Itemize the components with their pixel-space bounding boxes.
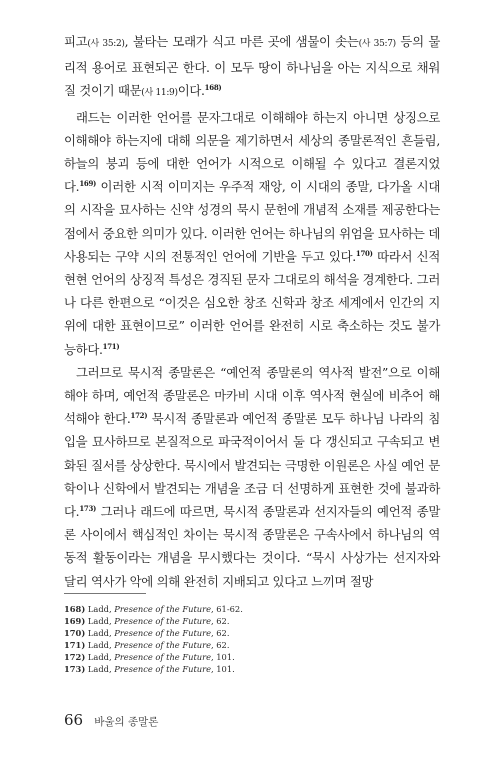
paragraph-text: 그러나 래드에 따르면, 묵시적 종말론과 선지자들의 예언적 종말론 사이에서 핵심적인 차이는 묵시적 종말론은 구속사에서 하나님의 역동적 활동이라는 개념을 무시했다는 것이다. “묵시 사상가는 선지자와 달리 역사가 악에 의해 완전히 지배되고 있다고 느끼며 절망 xyxy=(64,504,440,589)
paragraph-text: 이러한 시적 이미지는 우주적 재앙, 이 시대의 종말, 다가올 시대의 시작을 묘사하는 신약 성경의 묵시 문헌에 개념적 소재를 제공한다는 점에서 중요한 의미가 있다. 이러한 언어는 하나님의 위엄을 묘사하는 데 사용되는 구약 시의 전통적인 언어에 기반을 두고 있다. xyxy=(64,179,440,264)
footnote-number: 168) xyxy=(64,604,86,614)
footnote-author: Ladd, xyxy=(87,652,115,662)
paragraph xyxy=(64,30,440,106)
paragraph-text: 피고 xyxy=(64,34,88,49)
footnote-author: Ladd, xyxy=(87,628,115,638)
footnote-title: Presence of the Future xyxy=(114,604,211,614)
footnote-pages: , 61-62. xyxy=(211,604,243,614)
paragraph xyxy=(64,106,440,361)
paragraph-text: 그러므로 묵시적 종말론은 “예언적 종말론의 역사적 발전”으로 이해해야 하며, 예언적 종말론은 마카비 시대 이후 역사적 현실에 비추어 해석해야 한다. xyxy=(64,364,440,427)
footnote-reference: 173) xyxy=(79,503,97,513)
footnote-title: Presence of the Future xyxy=(114,616,211,626)
footnote xyxy=(64,651,440,663)
footnote-title: Presence of the Future xyxy=(114,640,211,650)
footnote-source xyxy=(88,664,235,674)
scripture-reference: (사 35:2) xyxy=(87,39,125,49)
paragraph-text: , 불타는 모래가 식고 마른 곳에 샘물이 솟는 xyxy=(124,34,359,49)
footnote-title: Presence of the Future xyxy=(114,652,211,662)
footnote-number: 170) xyxy=(64,628,86,638)
footnote-author: Ladd, xyxy=(87,616,115,626)
paragraph-text: 등의 물리적 용어로 표현되곤 한다. 이 모두 땅이 하나님을 아는 지식으로 채워질 것이기 때문 xyxy=(64,34,440,99)
footnote-reference: 170) xyxy=(355,248,373,258)
footnote xyxy=(64,663,440,675)
footnote-number: 172) xyxy=(64,652,86,662)
footnote-reference: 168) xyxy=(204,83,222,93)
footnote xyxy=(64,627,440,639)
paragraph xyxy=(64,361,440,593)
page-number: 66 xyxy=(64,711,84,729)
paragraph-text: 래드는 이러한 언어를 문자그대로 이해해야 하는지 아니면 상징으로 이해해야 하는지에 대해 의문을 제기하면서 세상의 종말론적인 흔들림, 하늘의 붕괴 등에 대한 언어가 시적으로 이해될 수 있다고 결론지었다. xyxy=(64,109,440,195)
footnote-author: Ladd, xyxy=(87,664,115,674)
footnote-source xyxy=(88,652,235,662)
footnote-author: Ladd, xyxy=(87,640,115,650)
footnote-pages: , 62. xyxy=(211,616,230,626)
scripture-reference: (사 35:7) xyxy=(358,39,396,49)
footnote xyxy=(64,639,440,651)
footnote-rule xyxy=(64,593,146,594)
paragraph-text: 이다. xyxy=(177,83,205,99)
footnote-pages: , 62. xyxy=(211,628,230,638)
paragraph-text: 따라서 신적 현현 언어의 상징적 특성은 경직된 문자 그대로의 해석을 경계한다. 그러나 다른 한편으로 “이것은 심오한 창조 신학과 창조 세계에서 인간의 지위에 대한 표현이므로” 이러한 언어를 완전히 시로 축소하는 것도 불가능하다. xyxy=(64,248,440,357)
footnote-reference: 172) xyxy=(130,411,148,421)
footnote-pages: , 101. xyxy=(211,664,235,674)
footnote xyxy=(64,603,440,615)
footnote-source xyxy=(88,616,230,626)
footnotes xyxy=(64,603,440,675)
footnote-source xyxy=(88,640,230,650)
footnote-number: 171) xyxy=(64,640,86,650)
footnote-author: Ladd, xyxy=(87,604,115,614)
footnote-number: 169) xyxy=(64,616,86,626)
footnote-source xyxy=(88,604,243,614)
folio xyxy=(64,710,158,729)
footnote-pages: , 101. xyxy=(211,652,235,662)
footnote-reference: 169) xyxy=(79,179,97,189)
footnote-reference: 171) xyxy=(102,341,120,351)
footnote-pages: , 62. xyxy=(211,640,230,650)
footnote-title: Presence of the Future xyxy=(114,664,211,674)
footnote-number: 173) xyxy=(64,664,86,674)
running-head: 바울의 종말론 xyxy=(94,716,159,728)
body-text xyxy=(64,30,440,593)
footnote-source xyxy=(88,628,230,638)
scripture-reference: (사 11:9) xyxy=(141,88,178,99)
footnote-title: Presence of the Future xyxy=(114,628,211,638)
paragraph-text: 묵시적 종말론과 예언적 종말론 모두 하나님 나라의 침입을 묘사하므로 본질적으로 파국적이어서 둘 다 갱신되고 구속되고 변화된 질서를 상상한다. 묵시에서 발견되는 극명한 이원론은 사실 예언 문학이나 신학에서 발견되는 개념을 조금 더 선명하게 표현한 것에 불과하다. xyxy=(64,411,440,520)
footnote xyxy=(64,615,440,627)
